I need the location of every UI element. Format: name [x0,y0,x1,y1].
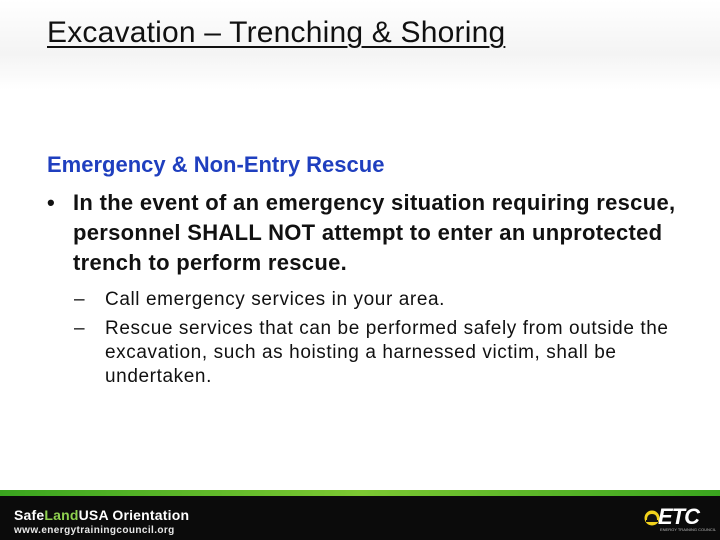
etc-logo-text: ETC [658,504,699,529]
footer-bar [0,490,720,540]
bullet-mark: • [47,190,56,215]
footer-brand [14,507,189,523]
sub-bullet-list [47,288,687,389]
brand-usa-orientation: USA Orientation [78,507,190,523]
footer-url[interactable]: www.energytrainingcouncil.org [14,525,175,536]
sub-bullet-text: Call emergency services in your area. [105,289,446,310]
sub-bullet-mark: – [74,318,86,339]
sub-bullet [47,317,687,389]
section-heading: Emergency & Non-Entry Rescue [47,152,385,177]
footer-green-strip [0,490,720,496]
main-bullet [47,188,687,278]
brand-land: Land [44,507,79,523]
brand-safe: Safe [14,507,45,523]
sub-bullet-text: Rescue services that can be performed safely from outside the excavation, such as hoisting a harnessed victim, shall be undertaken. [105,318,669,387]
etc-logo [644,504,717,534]
main-bullet-text: In the event of an emergency situation requiring rescue, personnel SHALL NOT attempt to enter an unprotected trench to perform rescue. [73,190,676,275]
sub-bullet [47,288,687,312]
slide-title: Excavation – Trenching & Shoring [47,16,506,49]
etc-logo-subtext: ENERGY TRAINING COUNCIL [660,527,717,532]
sub-bullet-mark: – [74,289,86,310]
slide-content [47,150,687,389]
